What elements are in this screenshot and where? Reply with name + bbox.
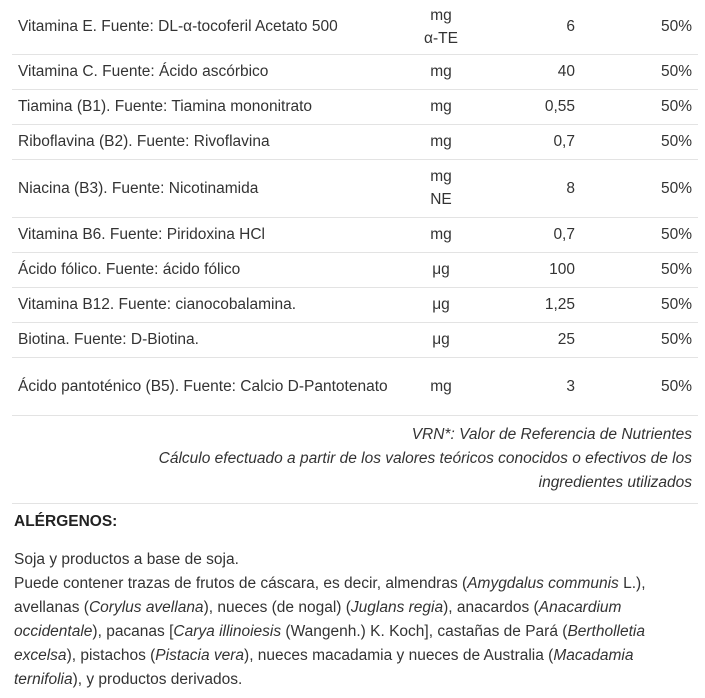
text-fragment: ), pacanas [ (92, 623, 174, 640)
table-row (12, 159, 698, 217)
species-name: Carya illinoiesis (173, 623, 282, 640)
nutrient-amount: 3 (469, 357, 588, 415)
text-fragment: L.), avellanas ( (14, 575, 646, 616)
text-fragment: ), nueces (de nogal) ( (203, 599, 351, 616)
nutrition-table (12, 0, 698, 504)
nutrient-name: Vitamina C. Fuente: Ácido ascórbico (12, 54, 413, 89)
nutrient-unit: mg (413, 54, 469, 89)
nutrient-name: Riboflavina (B2). Fuente: Rivoflavina (12, 124, 413, 159)
vrn-footnote (12, 415, 698, 503)
species-name: Corylus avellana (88, 599, 204, 616)
nutrient-amount: 1,25 (469, 287, 588, 322)
nutrient-vrn: 50% (588, 287, 698, 322)
text-fragment: Puede contener trazas de frutos de cáscara, es decir, almendras ( (14, 575, 468, 592)
nutrient-unit: μg (413, 252, 469, 287)
nutrient-unit (413, 0, 469, 54)
nutrient-vrn: 50% (588, 0, 698, 54)
nutrient-unit: mg (413, 124, 469, 159)
footnote-row (12, 415, 698, 503)
nutrient-name: Vitamina E. Fuente: DL-α-tocoferil Acetato 500 (12, 0, 413, 54)
text-fragment: ), y productos derivados. (72, 671, 243, 688)
nutrient-unit: mg (413, 89, 469, 124)
nutrient-amount: 25 (469, 322, 588, 357)
allergen-nuts (14, 572, 690, 692)
nutrient-unit: μg (413, 322, 469, 357)
nutrient-vrn: 50% (588, 124, 698, 159)
nutrient-amount: 40 (469, 54, 588, 89)
nutrition-table-container (12, 0, 698, 504)
nutrient-name: Niacina (B3). Fuente: Nicotinamida (12, 159, 413, 217)
nutrient-amount: 8 (469, 159, 588, 217)
table-row (12, 357, 698, 415)
nutrient-name: Ácido pantoténico (B5). Fuente: Calcio D-Pantotenato (12, 357, 413, 415)
table-row (12, 322, 698, 357)
nutrient-name: Ácido fólico. Fuente: ácido fólico (12, 252, 413, 287)
table-row (12, 124, 698, 159)
species-name: Bertholletia excelsa (14, 623, 645, 664)
nutrient-vrn: 50% (588, 322, 698, 357)
allergens-text (14, 548, 690, 692)
nutrient-name: Tiamina (B1). Fuente: Tiamina mononitrato (12, 89, 413, 124)
nutrient-name: Vitamina B12. Fuente: cianocobalamina. (12, 287, 413, 322)
table-row (12, 54, 698, 89)
nutrient-vrn: 50% (588, 217, 698, 252)
species-name: Macadamia ternifolia (14, 647, 634, 688)
table-row (12, 252, 698, 287)
nutrient-amount: 0,55 (469, 89, 588, 124)
nutrient-vrn: 50% (588, 89, 698, 124)
nutrient-vrn: 50% (588, 54, 698, 89)
table-row (12, 89, 698, 124)
unit-line: mg (430, 168, 452, 185)
species-name: Anacardium occidentale (14, 599, 622, 640)
species-name: Juglans regia (350, 599, 444, 616)
allergens-heading: ALÉRGENOS: (14, 513, 118, 530)
footnote-line: Cálculo efectuado a partir de los valores teóricos conocidos o efectivos de los ingredientes utilizados (158, 449, 692, 491)
unit-line: α-TE (424, 29, 458, 47)
unit-line: mg (430, 6, 452, 24)
text-fragment: (Wangenh.) K. Koch], castañas de Pará ( (281, 623, 568, 640)
nutrient-amount: 0,7 (469, 124, 588, 159)
footnote-line: VRN*: Valor de Referencia de Nutrientes (411, 425, 692, 443)
nutrient-name: Vitamina B6. Fuente: Piridoxina HCl (12, 217, 413, 252)
table-row (12, 0, 698, 54)
allergen-soy: Soja y productos a base de soja. (14, 551, 239, 568)
nutrient-vrn: 50% (588, 357, 698, 415)
nutrient-unit: μg (413, 287, 469, 322)
nutrient-unit (413, 159, 469, 217)
table-row (12, 287, 698, 322)
nutrient-vrn: 50% (588, 159, 698, 217)
nutrient-amount: 100 (469, 252, 588, 287)
table-row (12, 217, 698, 252)
nutrient-amount: 6 (469, 0, 588, 54)
text-fragment: ), anacardos ( (443, 599, 539, 616)
nutrient-vrn: 50% (588, 252, 698, 287)
text-fragment: ), nueces macadamia y nueces de Australia ( (244, 647, 554, 664)
nutrient-amount: 0,7 (469, 217, 588, 252)
nutrient-unit: mg (413, 217, 469, 252)
nutrient-unit: mg (413, 357, 469, 415)
unit-line: NE (430, 191, 452, 208)
species-name: Amygdalus communis (467, 575, 619, 592)
text-fragment: ), pistachos ( (66, 647, 156, 664)
nutrient-name: Biotina. Fuente: D-Biotina. (12, 322, 413, 357)
species-name: Pistacia vera (155, 647, 245, 664)
